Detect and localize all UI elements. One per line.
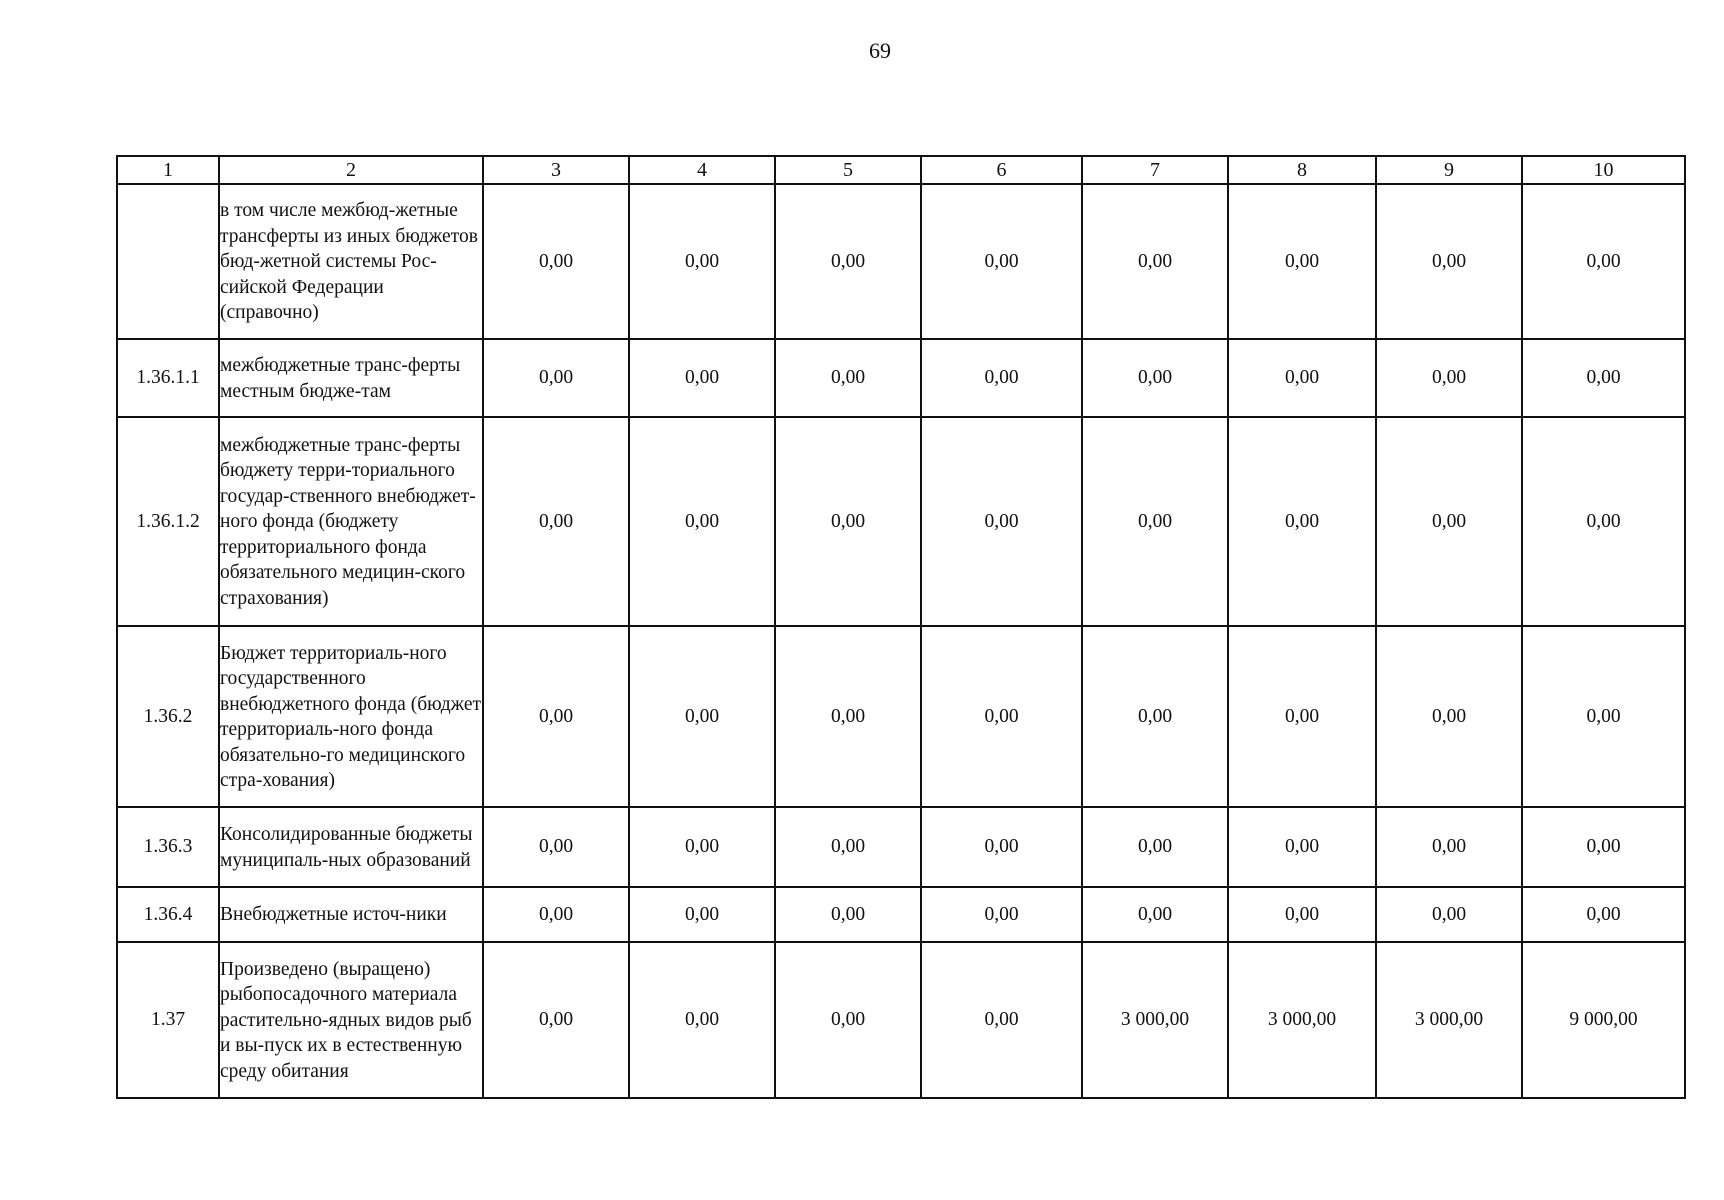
table-cell: 0,00 <box>1376 887 1522 942</box>
table-row <box>117 184 1685 339</box>
row-code <box>117 184 219 339</box>
table-cell: 0,00 <box>1522 807 1685 887</box>
table-cell: 0,00 <box>1082 807 1228 887</box>
table-cell: 0,00 <box>1228 887 1376 942</box>
table-cell: 0,00 <box>629 417 775 626</box>
table-cell: 0,00 <box>629 339 775 417</box>
table-cell: 0,00 <box>1228 184 1376 339</box>
budget-table <box>116 155 1686 1099</box>
table-cell: 0,00 <box>483 887 629 942</box>
table-cell: 0,00 <box>1522 626 1685 807</box>
table-cell: 0,00 <box>1376 807 1522 887</box>
row-description <box>219 942 483 1098</box>
row-description-text: Произведено (выращено) рыбопосадочного материала растительно-ядных видов рыб и вы-пуск их в естественную среду обитания <box>220 958 472 1082</box>
table-cell: 0,00 <box>1082 417 1228 626</box>
table-cell: 0,00 <box>1082 339 1228 417</box>
table-cell: 0,00 <box>775 417 921 626</box>
row-description-text: в том числе межбюд-жетные трансферты из иных бюджетов бюд-жетной системы Рос-сийской Федерации (справочно) <box>220 200 478 324</box>
table-cell: 0,00 <box>1376 626 1522 807</box>
table-cell: 0,00 <box>1376 184 1522 339</box>
table-cell: 0,00 <box>1376 339 1522 417</box>
table-cell: 0,00 <box>921 417 1082 626</box>
table-cell: 0,00 <box>629 942 775 1098</box>
table-cell: 0,00 <box>483 417 629 626</box>
column-header: 9 <box>1376 156 1522 184</box>
row-code: 1.36.3 <box>117 807 219 887</box>
table-cell: 0,00 <box>775 339 921 417</box>
row-description <box>219 807 483 887</box>
table-cell: 0,00 <box>1082 887 1228 942</box>
table-row <box>117 626 1685 807</box>
table-cell: 0,00 <box>921 184 1082 339</box>
table-cell: 0,00 <box>629 887 775 942</box>
table-cell: 0,00 <box>1228 417 1376 626</box>
table-cell: 0,00 <box>775 887 921 942</box>
table-cell: 0,00 <box>1376 417 1522 626</box>
table-row <box>117 417 1685 626</box>
table-cell: 0,00 <box>1228 626 1376 807</box>
table-cell: 0,00 <box>775 626 921 807</box>
row-description-text: Консолидированные бюджеты муниципаль-ных образований <box>220 824 473 871</box>
table-cell: 0,00 <box>629 807 775 887</box>
row-code: 1.36.4 <box>117 887 219 942</box>
table-cell: 0,00 <box>629 626 775 807</box>
table-cell: 0,00 <box>483 942 629 1098</box>
page-number: 69 <box>869 38 891 63</box>
table-cell: 0,00 <box>921 339 1082 417</box>
table-cell: 0,00 <box>1522 417 1685 626</box>
table-cell: 0,00 <box>921 626 1082 807</box>
row-description <box>219 887 483 942</box>
table-row <box>117 807 1685 887</box>
column-header: 1 <box>117 156 219 184</box>
row-description-text: межбюджетные транс-ферты местным бюдже-там <box>220 355 461 402</box>
column-header: 8 <box>1228 156 1376 184</box>
table-row <box>117 339 1685 417</box>
row-code: 1.37 <box>117 942 219 1098</box>
table-cell: 0,00 <box>775 807 921 887</box>
row-description <box>219 184 483 339</box>
table-cell: 0,00 <box>775 184 921 339</box>
table-cell: 3 000,00 <box>1376 942 1522 1098</box>
row-description-text: Бюджет территориаль-ного государственного внебюджетного фонда (бюджет территориаль-ного фонда обязательно-го медицинского стра-хования) <box>220 642 482 791</box>
table-cell: 0,00 <box>483 626 629 807</box>
column-header: 2 <box>219 156 483 184</box>
column-header: 4 <box>629 156 775 184</box>
table-cell: 0,00 <box>1228 807 1376 887</box>
table-cell: 0,00 <box>483 807 629 887</box>
table-cell: 0,00 <box>1082 626 1228 807</box>
column-header: 7 <box>1082 156 1228 184</box>
table-cell: 0,00 <box>1228 339 1376 417</box>
table-cell: 0,00 <box>775 942 921 1098</box>
table-cell: 3 000,00 <box>1082 942 1228 1098</box>
column-header: 3 <box>483 156 629 184</box>
table-cell: 0,00 <box>921 807 1082 887</box>
table-cell: 0,00 <box>483 339 629 417</box>
table-cell: 0,00 <box>483 184 629 339</box>
table-cell: 0,00 <box>1082 184 1228 339</box>
table-cell: 9 000,00 <box>1522 942 1685 1098</box>
column-header: 6 <box>921 156 1082 184</box>
table-cell: 3 000,00 <box>1228 942 1376 1098</box>
row-description <box>219 339 483 417</box>
table-cell: 0,00 <box>921 942 1082 1098</box>
table-row <box>117 887 1685 942</box>
table-cell: 0,00 <box>1522 184 1685 339</box>
row-description-text: Внебюджетные источ-ники <box>220 904 447 926</box>
row-description <box>219 626 483 807</box>
table-cell: 0,00 <box>1522 887 1685 942</box>
column-number-row <box>117 156 1685 184</box>
table-cell: 0,00 <box>921 887 1082 942</box>
row-code: 1.36.2 <box>117 626 219 807</box>
column-header: 10 <box>1522 156 1685 184</box>
row-code: 1.36.1.2 <box>117 417 219 626</box>
row-description <box>219 417 483 626</box>
table-cell: 0,00 <box>629 184 775 339</box>
table-row <box>117 942 1685 1098</box>
row-code: 1.36.1.1 <box>117 339 219 417</box>
row-description-text: межбюджетные транс-ферты бюджету терри-ториального государ-ственного внебюджет-ного фонда (бюджету территориального фонда обязательного медицин-ского страхования) <box>220 434 476 609</box>
table-cell: 0,00 <box>1522 339 1685 417</box>
column-header: 5 <box>775 156 921 184</box>
